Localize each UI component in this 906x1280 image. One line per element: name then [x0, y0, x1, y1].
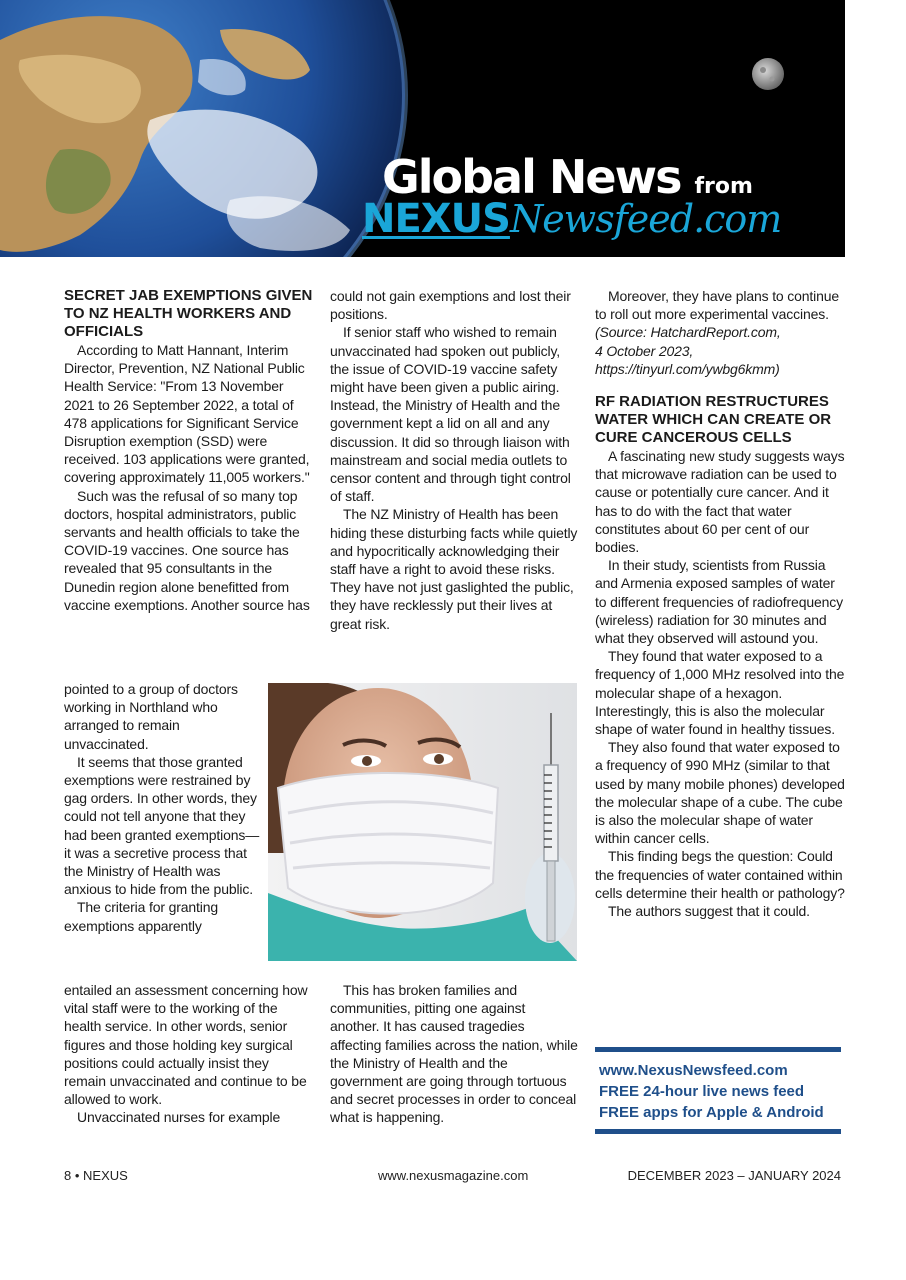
article-2-paragraph: The authors suggest that it could. — [608, 903, 810, 920]
article-1-headline: SECRET JAB EXEMPTIONS GIVEN TO NZ HEALTH WORKERS AND OFFICIALS — [64, 287, 313, 340]
article-1-paragraph: Moreover, they have plans to continue to roll out more experimental vaccines. — [595, 288, 840, 323]
column-1-wrap — [64, 680, 262, 935]
article-1-paragraph: The NZ Ministry of Health has been hiding these disturbing facts while quietly and hypocritically acknowledging their staff have a right to avoid these risks. They have not just gaslighted the public, they have recklessly put their lives at great risk. — [330, 506, 578, 632]
article-1-paragraph: could not gain exemptions and lost their positions. — [330, 288, 571, 323]
footer-website: www.nexusmagazine.com — [378, 1168, 529, 1183]
article-1-paragraph: This has broken families and communities, pitting one against another. It has caused tragedies affecting families across the nation, while the Ministry of Health and the government are going through tortuous and secret processes in order to conceal what is happening. — [330, 982, 578, 1126]
callout-line: FREE apps for Apple & Android — [599, 1104, 824, 1121]
article-2-paragraph: A fascinating new study suggests ways that microwave radiation can be used to cause or potentially cure cancer. And it has to do with the fact that water constitutes about 60 per cent of our bodies. — [595, 448, 845, 556]
newsfeed-url-link[interactable]: www.NexusNewsfeed.com — [599, 1062, 788, 1079]
article-2-paragraph: This finding begs the question: Could the frequencies of water contained within cells determine their health or pathology? — [595, 848, 845, 901]
footer-issue-date: DECEMBER 2023 – JANUARY 2024 — [627, 1168, 841, 1183]
article-1-paragraph: According to Matt Hannant, Interim Director, Prevention, NZ National Public Health Service: "From 13 November 2021 to 26 September 2022, a total of 478 applications for Significant Service Disruption exemption (SSD) were received. 103 applications were granted, covering approximately 11,005 workers." — [64, 342, 310, 486]
newsfeed-logo-text: Newsfeed.com — [509, 197, 782, 241]
article-1-source: 4 October 2023, — [595, 342, 694, 359]
banner-header — [0, 0, 845, 257]
article-1-paragraph: If senior staff who wished to remain unvaccinated had spoken out publicly, the issue of COVID-19 vaccine safety might have been given a public airing. Instead, the Ministry of Health and the government kept a lid on all and any discussion. It did so through liaison with mainstream and social media outlets to censor content and through tight control of staff. — [330, 324, 571, 505]
column-2-top — [330, 287, 578, 633]
callout-line: FREE 24-hour live news feed — [599, 1083, 805, 1100]
moon-icon — [752, 58, 784, 90]
column-1-bottom — [64, 981, 314, 1127]
footer-page-number: 8 • NEXUS — [64, 1168, 128, 1183]
article-1-paragraph: It seems that those granted exemptions were restrained by gag orders. In other words, they could not tell anyone that they had been granted exemptions—it was a secretive process that the Ministry of Health was anxious to hide from the public. — [64, 753, 260, 898]
article-1-paragraph: Unvaccinated nurses for example — [77, 1109, 281, 1126]
column-2-bottom — [330, 981, 578, 1127]
article-1-source-link: https://tinyurl.com/ywbg6kmm) — [595, 360, 780, 377]
banner-title-text: Global News — [382, 150, 681, 204]
article-1-paragraph: Such was the refusal of so many top doctors, hospital administrators, public servants and health officials to take the COVID-19 vaccines. One source has revealed that 95 consultants in the Dunedin region alone benefitted from vaccine exemptions. Another source has — [64, 487, 310, 613]
article-2-headline: RF RADIATION RESTRUCTURES WATER WHICH CAN CREATE OR CURE CANCEROUS CELLS — [595, 393, 832, 447]
column-1-top — [64, 287, 314, 614]
article-2-paragraph: They found that water exposed to a frequency of 1,000 MHz resolved into the molecular shape of a hexagon. Interestingly, this is also the molecular shape of water found in healthy tissues. — [595, 648, 845, 738]
article-2-paragraph: They also found that water exposed to a frequency of 990 MHz (similar to that used by many mobile phones) developed the molecular shape of a cube. The cube is also the molecular shape of water within cancer cells. — [595, 739, 845, 847]
article-2-paragraph: In their study, scientists from Russia and Armenia exposed samples of water to different frequencies of radiofrequency (wireless) radiation for 30 minutes and what they observed will astound you. — [595, 557, 843, 647]
nexus-logo-text: NEXUS — [362, 196, 510, 242]
column-3 — [595, 287, 845, 920]
article-1-paragraph: entailed an assessment concerning how vital staff were to the working of the health service. In other words, senior figures and those holding key surgical positions could actually insist they remain unvaccinated and continue to be allowed to work. — [64, 982, 308, 1108]
banner-site-logo — [362, 196, 781, 242]
banner-from-text: from — [694, 174, 753, 199]
article-1-paragraph: The criteria for granting exemptions apparently — [64, 899, 218, 934]
article-1-source: (Source: HatchardReport.com, — [595, 324, 781, 341]
nurse-syringe-photo — [268, 683, 577, 961]
newsfeed-callout-box — [595, 1047, 841, 1134]
article-1-paragraph: pointed to a group of doctors working in Northland who arranged to remain unvaccinated. — [64, 681, 238, 752]
